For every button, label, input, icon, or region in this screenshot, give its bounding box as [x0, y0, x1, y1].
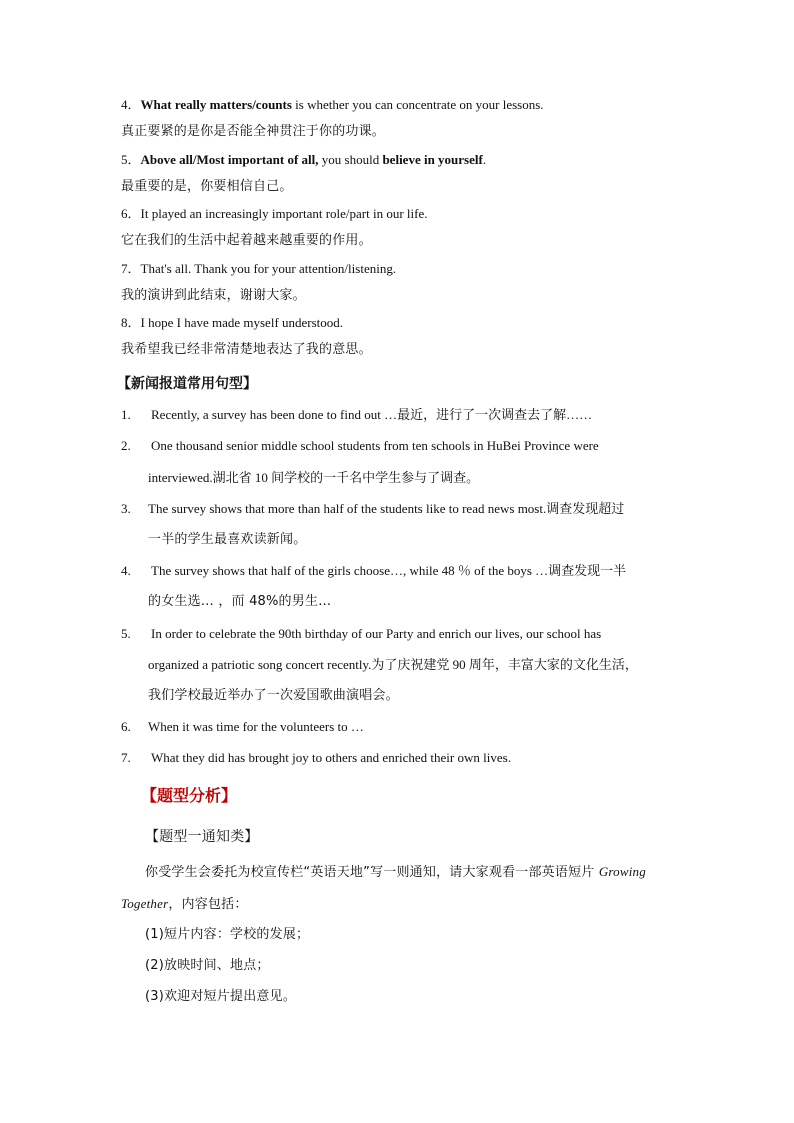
- sentence-7-zh: 我的演讲到此结束，谢谢大家。: [121, 288, 306, 303]
- news-item-2-line-1: One thousand senior middle school students from ten schools in HuBei Province were: [151, 438, 599, 453]
- sentence-number: 6．: [121, 206, 141, 221]
- news-item-6: When it was time for the volunteers to …: [148, 719, 364, 734]
- sentence-number: 7．: [121, 261, 141, 276]
- sentence-6-zh: 它在我们的生活中起着越来越重要的作用。: [121, 233, 372, 248]
- key-phrase: believe in yourself: [382, 152, 483, 167]
- prompt-line-2: [121, 895, 248, 914]
- prompt-text: 你受学生会委托为校宣传栏“英语天地”写一则通知，请大家观看一部英语短片: [145, 865, 599, 880]
- type-1-title: 【题型一通知类】: [145, 829, 259, 845]
- sentence-6-en: [121, 205, 428, 223]
- news-item-7: What they did has brought joy to others and enriched their own lives.: [151, 750, 511, 765]
- news-item-4-line-1: The survey shows that half of the girls choose…, while 48 ％ of the boys …调查发现一半: [151, 563, 627, 578]
- news-item-5-line-3: 我们学校最近举办了一次爱国歌曲演唱会。: [148, 688, 399, 703]
- prompt-item-1: (1)短片内容：学校的发展；: [145, 927, 310, 942]
- list-number: 3.: [121, 501, 131, 516]
- sentence-4-zh: 真正要紧的是你是否能全神贯注于你的功课。: [121, 124, 386, 139]
- news-item-3-line-2: 一半的学生最喜欢读新闻。: [148, 532, 307, 547]
- key-phrase: Above all/Most important of all,: [140, 152, 319, 167]
- news-item-4-line-2: 的女生选… ，而 48%的男生…: [148, 594, 332, 609]
- list-number: 6.: [121, 719, 131, 734]
- sentence-text: It played an increasingly important role/part in our life.: [140, 206, 428, 221]
- list-number: 1.: [121, 407, 131, 422]
- sentence-5-en: [121, 151, 486, 169]
- film-title: Growing: [598, 864, 646, 879]
- sentence-number: 4．: [121, 97, 141, 112]
- sentence-8-zh: 我希望我已经非常清楚地表达了我的意思。: [121, 342, 372, 357]
- sentence-number: 5．: [121, 152, 141, 167]
- sentence-number: 8．: [121, 315, 141, 330]
- list-number: 2.: [121, 438, 131, 453]
- sentence-text: is whether you can concentrate on your lessons.: [291, 97, 544, 112]
- question-type-analysis-title: 【题型分析】: [141, 786, 238, 805]
- film-title: Together: [121, 896, 169, 911]
- news-item-3-line-1: The survey shows that more than half of the students like to read news most.调查发现超过: [148, 501, 625, 516]
- sentence-7-en: [121, 260, 396, 278]
- prompt-line-1: [145, 863, 646, 882]
- list-number: 4.: [121, 563, 131, 578]
- sentence-text: That's all. Thank you for your attention/listening.: [140, 261, 397, 276]
- list-number: 5.: [121, 626, 131, 641]
- sentence-8-en: [121, 314, 343, 332]
- sentence-text: .: [482, 152, 487, 167]
- sentence-text: I hope I have made myself understood.: [140, 315, 344, 330]
- list-number: 7.: [121, 750, 131, 765]
- prompt-text: ，内容包括：: [168, 897, 248, 912]
- news-item-5-line-1: In order to celebrate the 90th birthday of our Party and enrich our lives, our school has: [151, 626, 602, 641]
- sentence-text: you should: [318, 152, 383, 167]
- sentence-5-zh: 最重要的是，你要相信自己。: [121, 179, 293, 194]
- key-phrase: What really matters/counts: [140, 97, 292, 112]
- news-section-heading: 【新闻报道常用句型】: [117, 376, 257, 392]
- news-item-2-line-2: interviewed.湖北省 10 间学校的一千名中学生参与了调查。: [148, 470, 480, 485]
- prompt-item-2: (2)放映时间、地点；: [145, 958, 270, 973]
- news-item-5-line-2: organized a patriotic song concert recently.为了庆祝建党 90 周年，丰富大家的文化生活，: [148, 657, 638, 672]
- sentence-4-en: [121, 96, 544, 114]
- news-item-1: Recently, a survey has been done to find out …最近，进行了一次调查去了解……: [151, 407, 593, 422]
- prompt-item-3: (3)欢迎对短片提出意见。: [145, 989, 297, 1004]
